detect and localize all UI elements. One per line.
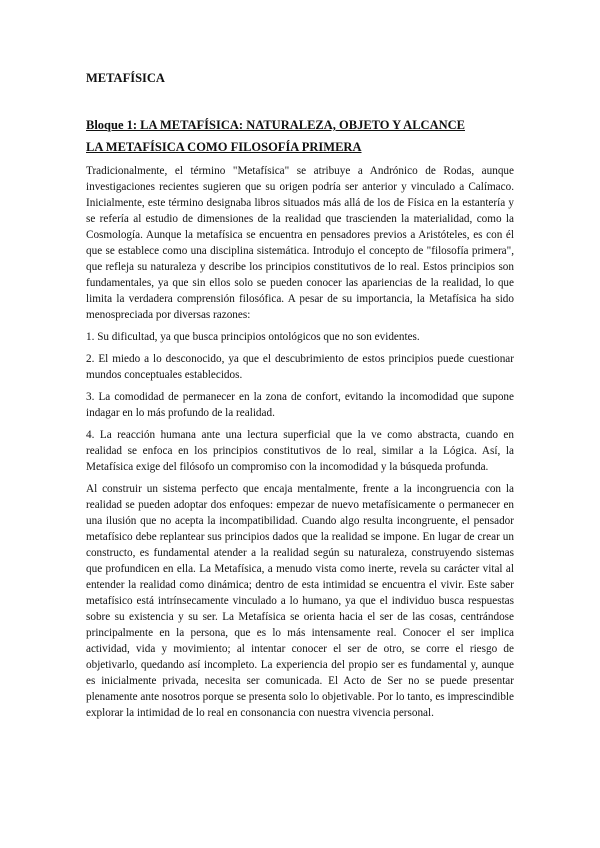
closing-paragraph: Al construir un sistema perfecto que encaja mentalmente, frente a la incongruencia con la realidad se pueden adoptar dos enfoques: empezar de nuevo metafísicamente o permanecer en una ilusión que no acepta la incompatibilidad. Cuando algo resulta incongruente, el pensador metafísico debe replantear sus principios dados que la realidad se impone. En lugar de crear un constructo, es fundamental atender a la realidad según su naturaleza, construyendo sistemas que profundicen en ella. La Metafísica, a menudo vista como inerte, revela su carácter vital al entender la realidad como dinámica; dentro de esta intimidad se encuentra el vivir. Este saber metafísico está intrínsecamente vinculado a lo humano, ya que el individuo busca respuestas sobre su existencia y su ser. La Metafísica se orienta hacia el ser de las cosas, centrándose principalmente en la persona, que es lo más intensamente real. Conocer el ser implica actividad, vida y movimiento; al intentar conocer el ser de otro, se corre el riesgo de objetivarlo, quedando así incompleto. La experiencia del propio ser es fundamental y, aunque es inicialmente privada, necesita ser comunicada. El Acto de Ser no se puede presentar plenamente ante nosotros porque se presenta solo lo objetivable. Por lo tanto, es imprescindible explorar la intimidad de lo real en consonancia con nuestra vivencia personal. — [86, 483, 514, 719]
intro-paragraph: Tradicionalmente, el término "Metafísica" se atribuye a Andrónico de Rodas, aunque investigaciones recientes sugieren que su origen podría ser anterior y vinculado a Calímaco. Inicialmente, este término designaba libros situados más allá de los de Física en la estantería y se refería al estudio de dimensiones de la realidad que trascienden la materialidad, como la Cosmología. Aunque la metafísica se encuentra en pensadores previos a Aristóteles, es con él que se establece como una disciplina sistemática. Introdujo el concepto de "filosofía primera", que refleja su naturaleza y describe los principios constitutivos de lo real. Estos principios son fundamentales, ya que sin ellos solo se pueden conocer las apariencias de la realidad, lo que limita la verdadera comprensión filosófica. A pesar de su importancia, la Metafísica ha sido menospreciada por diversas razones: — [86, 165, 514, 321]
document-title: METAFÍSICA — [86, 71, 165, 85]
document-body — [86, 163, 514, 727]
list-item-3: 3. La comodidad de permanecer en la zona de confort, evitando la incomodidad que supone indagar en lo más profundo de la realidad. — [86, 391, 514, 419]
list-item-2: 2. El miedo a lo desconocido, ya que el descubrimiento de estos principios puede cuestionar mundos conceptuales establecidos. — [86, 353, 514, 381]
block-title: Bloque 1: LA METAFÍSICA: NATURALEZA, OBJETO Y ALCANCE — [86, 118, 465, 132]
list-item-1: 1. Su dificultad, ya que busca principios ontológicos que no son evidentes. — [86, 331, 420, 343]
section-title: LA METAFÍSICA COMO FILOSOFÍA PRIMERA — [86, 140, 362, 154]
list-item-4: 4. La reacción humana ante una lectura superficial que la ve como abstracta, cuando en realidad se enfoca en los principios constitutivos de lo real, similar a la Lógica. Así, la Metafísica exige del filósofo un compromiso con la incomodidad y la búsqueda profunda. — [86, 429, 514, 473]
